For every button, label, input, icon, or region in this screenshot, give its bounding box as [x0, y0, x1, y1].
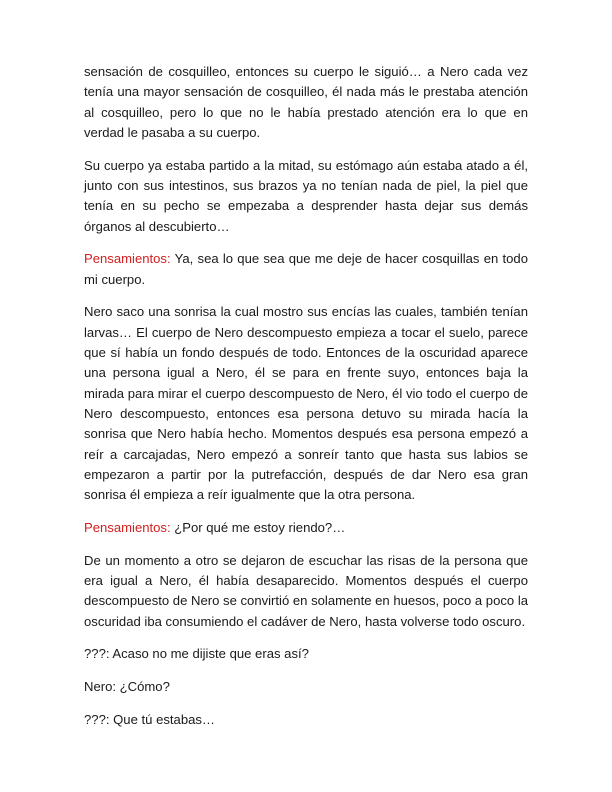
paragraph-narration: sensación de cosquilleo, entonces su cuerpo le siguió… a Nero cada vez tenía una mayor sensación de cosquilleo, él nada más le prestaba atención al cosquilleo, pero lo que no le había prestado atención era lo que en verdad le pasaba a su cuerpo.: [84, 64, 528, 140]
paragraph-thought: [84, 249, 528, 290]
paragraph-narration: Su cuerpo ya estaba partido a la mitad, su estómago aún estaba atado a él, junto con sus intestinos, sus brazos ya no tenían nada de piel, la piel que tenía en su pecho se empezaba a desprender hasta dejar sus demás órganos al descubierto…: [84, 157, 528, 234]
speaker-label-thoughts: Pensamientos:: [84, 519, 171, 535]
paragraph-dialogue: Nero: ¿Cómo?: [84, 679, 170, 695]
paragraph-thought: [84, 518, 528, 538]
paragraph-narration: Nero saco una sonrisa la cual mostro sus encías las cuales, también tenían larvas… El cuerpo de Nero descompuesto empieza a tocar el suelo, parece que sí había un fondo después de todo. Entonces de la oscuridad aparece una persona igual a Nero, él se para en frente suyo, entonces baja la mirada para mirar el cuerpo descompuesto de Nero, él vio todo el cuerpo de Nero descompuesto, entonces esa persona detuvo su mirada hacía la sonrisa que Nero había hecho. Momentos después esa persona empezó a reír a carcajadas, Nero empezó a sonreír tanto que hasta sus labios se empezaron a partir por la putrefacción, después de dar Nero esa gran sonrisa él empieza a reír igualmente que la otra persona.: [84, 304, 528, 503]
paragraph-dialogue: ???: Acaso no me dijiste que eras así?: [84, 646, 309, 662]
paragraph-dialogue: ???: Que tú estabas…: [84, 712, 216, 728]
speaker-label-thoughts: Pensamientos:: [84, 251, 171, 267]
paragraph-narration: De un momento a otro se dejaron de escuchar las risas de la persona que era igual a Nero, él había desaparecido. Momentos después el cuerpo descompuesto de Nero se convirtió en solamente en huesos, poco a poco la oscuridad iba consumiendo el cadáver de Nero, hasta volverse todo oscuro.: [84, 552, 529, 629]
thought-text: Ya, sea lo que sea que me deje de hacer cosquillas en todo mi cuerpo.: [84, 251, 528, 287]
thought-text: ¿Por qué me estoy riendo?…: [170, 519, 346, 535]
document-body: [84, 62, 528, 743]
